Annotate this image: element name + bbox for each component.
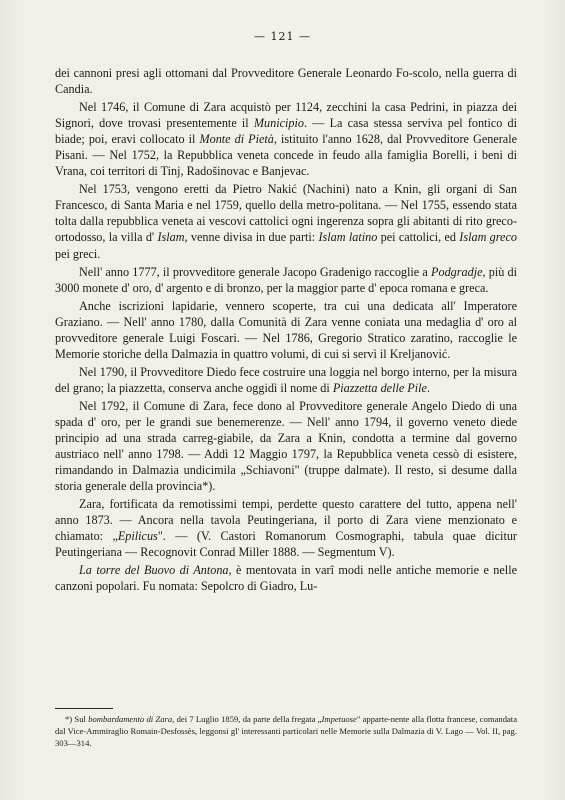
paragraph-5 [55,298,517,362]
text-run: Anche iscrizioni lapidarie, vennero scoperte, tra cui una dedicata all' Imperatore Graziano. — Nell' anno 1780, dalla Comunità di Zara venne coniata una medaglia d' oro al provveditore generale Luigi Foscari. — Nel 1786, Gregorio Stratico zaratino, raccoglie le Memorie storiche della Dalmazia in quattro volumi, di cui si servì il Kreljanović. [55,298,517,361]
text-run: . — La casa stessa serviva pel fontico di biade; poi, eravi collocato il [55,116,517,147]
text-run: , più di 3000 monete d' oro, d' argento e di bronzo, per la maggior parte d' epoca romana e greca. [55,264,517,295]
italic-run: Islam [157,230,185,245]
paragraph-4 [55,264,517,296]
paragraph-3 [55,181,517,261]
italic-run: Islam latino [318,230,378,245]
italic-run: bombardamento di Zara [88,714,173,724]
paragraph-2 [55,99,517,179]
footnote-separator [55,708,113,709]
paragraph-8 [55,496,517,560]
text-run: *) Sul [65,714,89,724]
text-run: ". — (V. Castori Romanorum Cosmographi, tabula quae dicitur Peutingeriana — Recognovit Conrad Miller 1888. — Segmentum V). [55,529,517,560]
italic-run: Monte di Pietà [199,132,274,147]
page-number-header: — 121 — [254,30,311,43]
text-run: Nel 1790, il Provveditore Diedo fece costruire una loggia nel borgo interno, per la misura del grano; la piazzetta, conserva anche oggidì il nome di [55,364,517,395]
text-run: , istituito l'anno 1628, dal Provveditore Generale Pisani. — Nel 1752, la Repubblica veneta concede in feudo alla famiglia Borelli, i beni di Vrana, coi territori di Tinj, Radošinovac e Banjevac. [55,132,517,179]
paragraph-9 [55,562,517,594]
paragraph-1 [55,65,517,97]
text-run: , dei 7 Luglio 1859, da parte della fregata „ [172,714,322,724]
footnote [55,713,517,749]
text-run: " apparte-nente alla flotta francese, comandata dal Vice-Ammiraglio Romain-Desfossès, leggonsi gl' interessanti particolari nelle Memorie sulla Dalmazia di V. Lago — Vol. II, pag. 303—314. [55,714,518,748]
text-run: dei cannoni presi agli ottomani dal Provveditore Generale Leonardo Fo-scolo, nella guerra di Candia. [55,66,517,97]
text-run: Nel 1746, il Comune di Zara acquistò per 1124, zecchini la casa Pedrini, in piazza dei Signori, dove trovasi presentemente il [55,100,517,131]
text-run: pei greci. [55,246,101,261]
paragraph-7 [55,398,517,494]
text-run: , è mentovata in varî modi nelle antiche memorie e nelle canzoni popolari. Fu nomata: Sepolcro di Giadro, Lu- [55,563,517,594]
paragraph-6 [55,364,517,396]
italic-run: Islam greco [459,230,517,245]
italic-run: Podgradje [431,264,483,279]
text-run: , venne divisa in due parti: [184,230,319,245]
text-run: . [426,380,430,395]
italic-run: Epilicus [117,529,158,544]
text-run: Zara, fortificata da remotissimi tempi, perdette questo carattere del tutto, appena nell' anno 1873. — Ancora nella tavola Peutingeriana, il porto di Zara viene menzionato e chiamato: „ [55,497,517,544]
text-run: Nel 1792, il Comune di Zara, fece dono al Provveditore generale Angelo Diedo di una spada d' oro, per le grandi sue benemerenze. — Nell' anno 1794, il governo veneto diede principio ad una strada carreg-giabile, da Zara a Knin, condotta a termine dal governo austriaco nell' anno 1798. — Addì 12 Maggio 1797, la Repubblica veneta cessò di esistere, rimandando in Dalmazia undicimila „Schiavoni" (truppe dalmate). Il resto, si desume dalla storia generale della provincia*). [55,398,517,494]
text-run: Nel 1753, vengono eretti da Pietro Nakić (Nachini) nato a Knin, gli organi di San Francesco, di Santa Maria e nel 1759, quello della metro-politana. — Nel 1755, essendo stata tolta dalla repubblica veneta ai vescovi cattolici ogni ingerenza sopra gli abitanti di rito greco-ortodosso, la villa d' [55,182,517,245]
text-run: pei cattolici, ed [377,230,460,245]
text-run: Nell' anno 1777, il provveditore generale Jacopo Gradenigo raccoglie a [79,264,432,279]
italic-run: Municipio [253,116,304,131]
italic-run: La torre del Buovo di Antona [79,563,229,578]
italic-run: Piazzetta delle Pile [332,380,427,395]
italic-run: Impetuose [321,714,357,724]
body-text [55,65,517,597]
